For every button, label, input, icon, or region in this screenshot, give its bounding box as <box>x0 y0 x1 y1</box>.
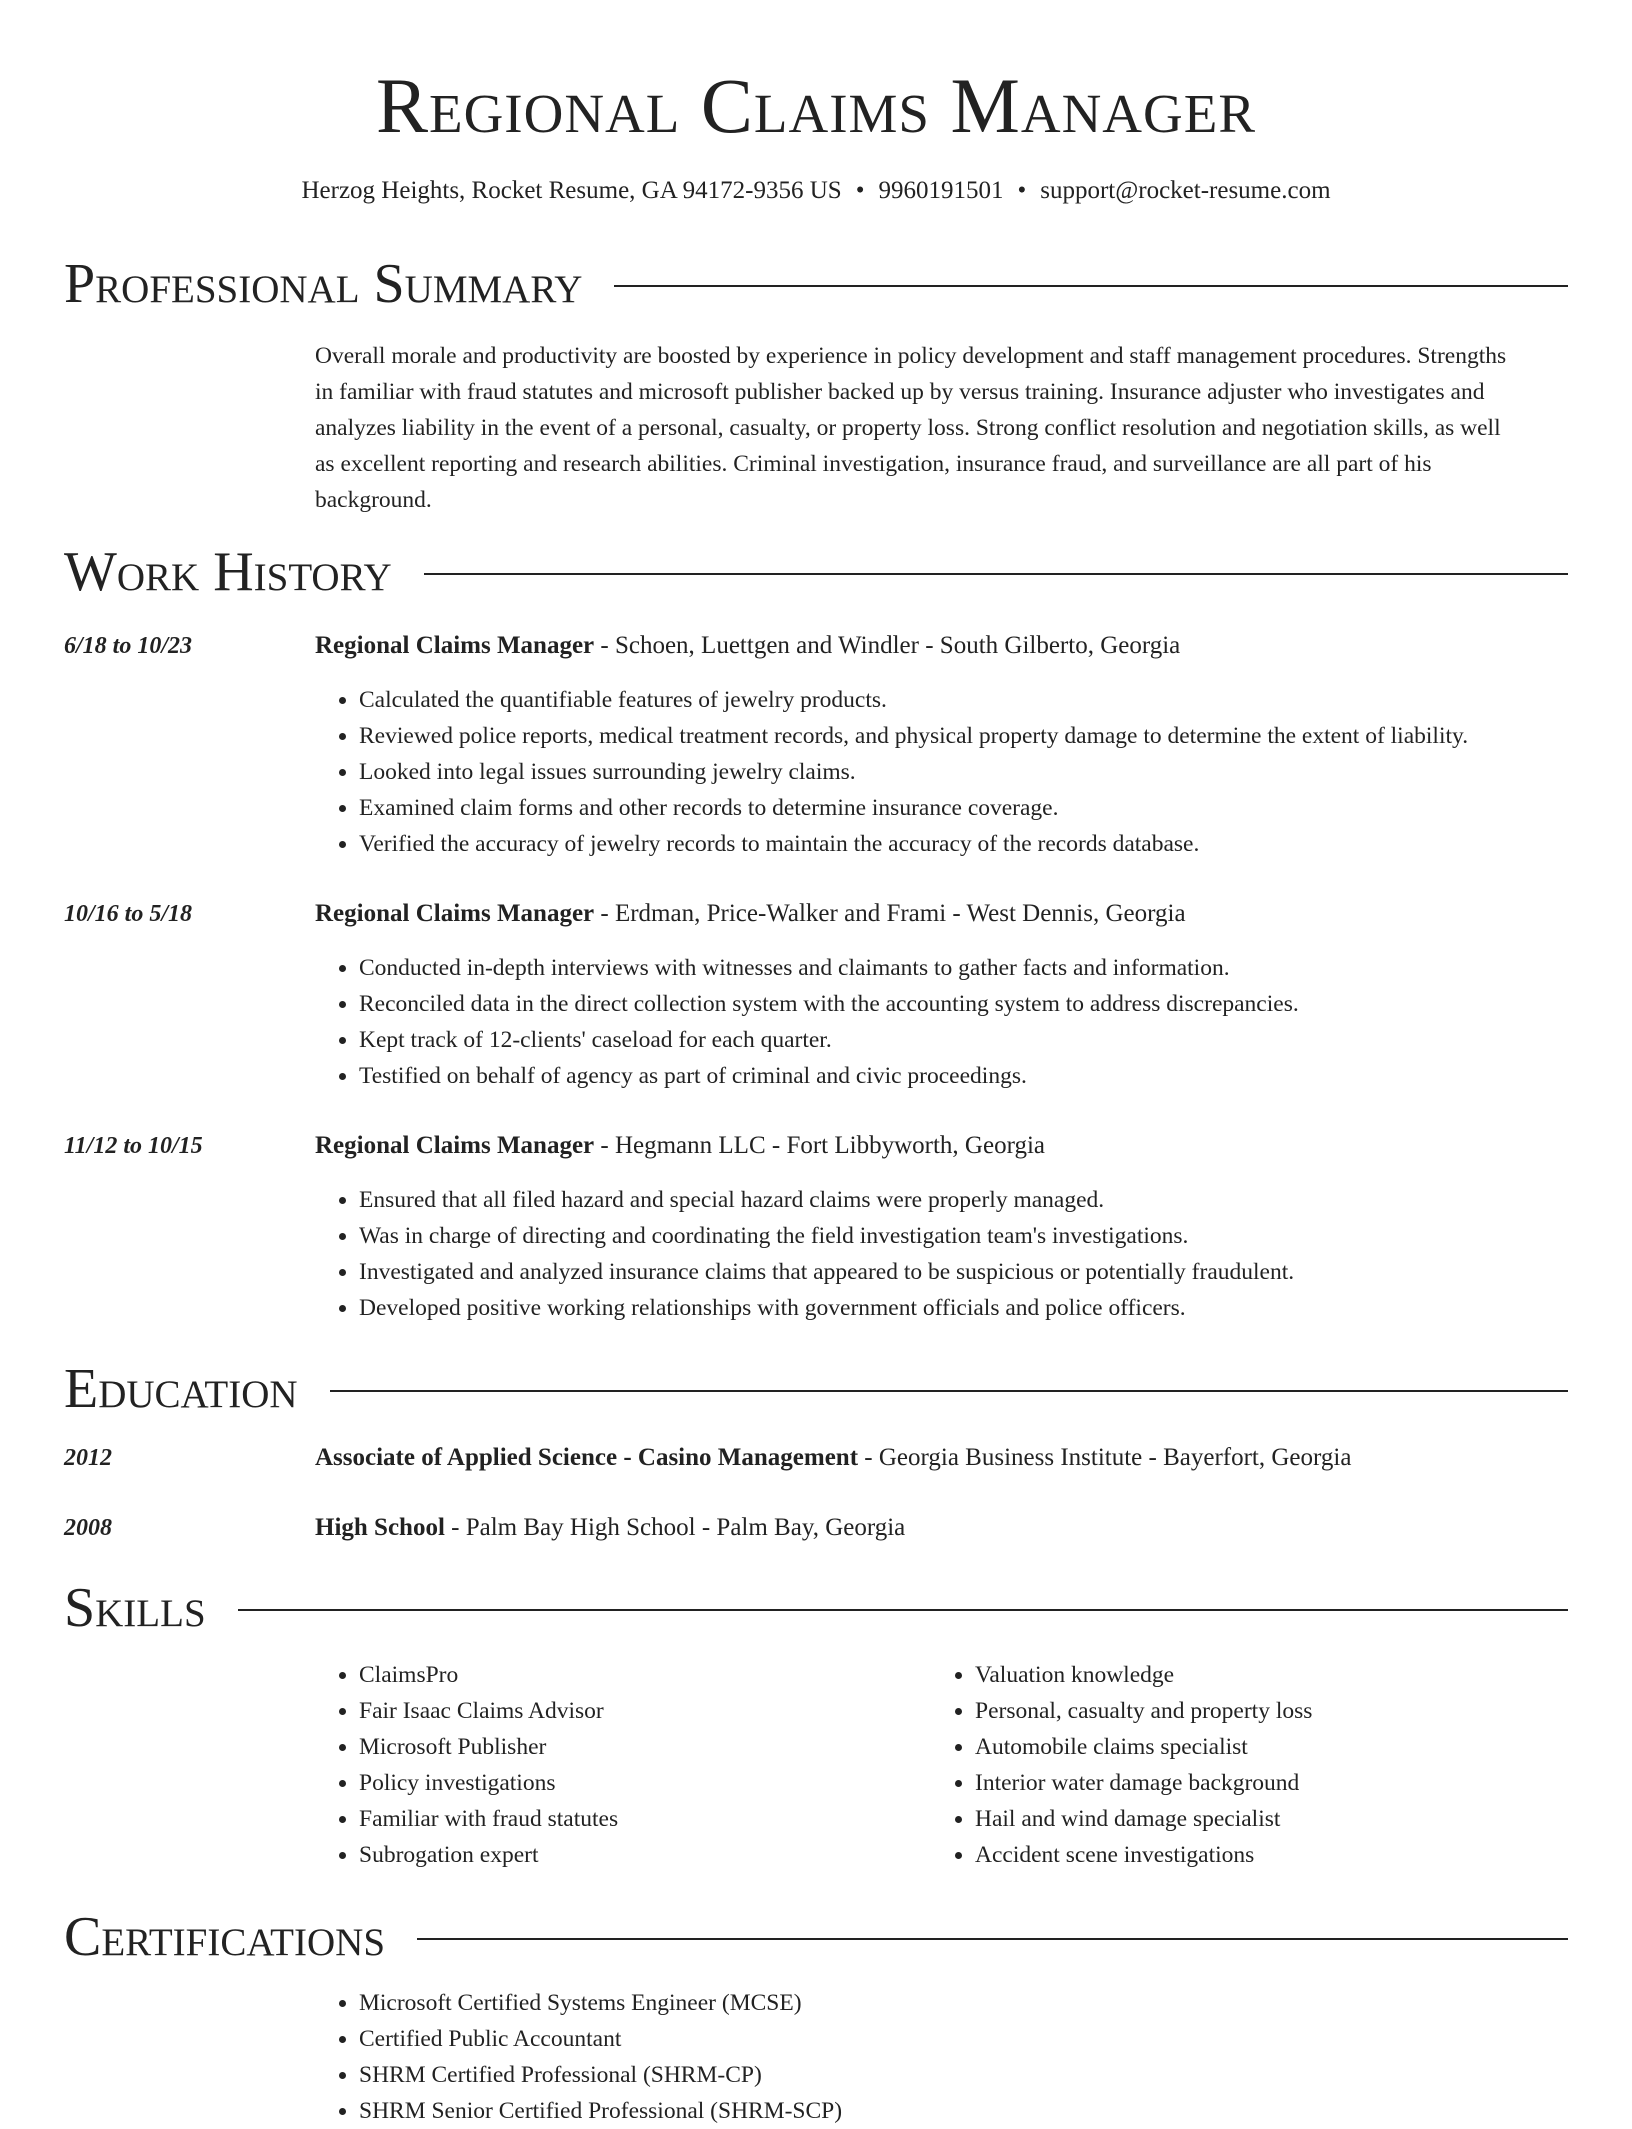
list-item: • Reconciled data in the direct collection system with the accounting system to address discrepancies. <box>359 986 1568 1022</box>
list-item: • Examined claim forms and other records to determine insurance coverage. <box>359 790 1568 826</box>
list-item: • Testified on behalf of agency as part of criminal and civic proceedings. <box>359 1058 1568 1094</box>
list-item: • Hail and wind damage specialist <box>975 1801 1547 1837</box>
job-title: Regional Claims Manager <box>315 632 595 659</box>
certifications-block <box>64 1985 1568 2129</box>
education-year: 2008 <box>64 1515 112 1541</box>
school-details: - Palm Bay High School - Palm Bay, Georgia <box>444 1514 906 1541</box>
section-divider <box>238 1609 1568 1611</box>
job-bullets <box>315 682 1568 862</box>
certifications-title: Certifications <box>64 1906 386 1968</box>
section-divider <box>424 573 1568 575</box>
job-bullets <box>315 1182 1568 1326</box>
list-item: • Verified the accuracy of jewelry records to maintain the accuracy of the records database. <box>359 826 1568 862</box>
education-heading-line <box>315 1440 1351 1476</box>
list-item: • Valuation knowledge <box>975 1657 1547 1693</box>
education-entry <box>64 1440 1568 1476</box>
work-history-title: Work History <box>64 541 392 603</box>
job-dates: 11/12 to 10/15 <box>64 1133 203 1159</box>
job-employer: - Hegmann LLC - Fort Libbyworth, Georgia <box>594 1132 1045 1159</box>
contact-email: support@rocket-resume.com <box>1040 177 1331 204</box>
list-item: • Ensured that all filed hazard and special hazard claims were properly managed. <box>359 1182 1568 1218</box>
list-item: • Personal, casualty and property loss <box>975 1693 1547 1729</box>
list-item: • Microsoft Certified Systems Engineer (MCSE) <box>359 1985 1568 2021</box>
list-item: • Was in charge of directing and coordinating the field investigation team's investigations. <box>359 1218 1568 1254</box>
list-item: • Automobile claims specialist <box>975 1729 1547 1765</box>
job-entry <box>64 1128 1568 1326</box>
list-item: • Accident scene investigations <box>975 1837 1547 1873</box>
job-heading <box>315 628 1180 664</box>
contact-address: Herzog Heights, Rocket Resume, GA 94172-9356 US <box>301 177 842 204</box>
work-history-heading <box>64 540 1568 604</box>
list-item: • Fair Isaac Claims Advisor <box>359 1693 931 1729</box>
bullet-separator: • <box>855 177 865 204</box>
list-item: • SHRM Senior Certified Professional (SHRM-SCP) <box>359 2093 1568 2129</box>
job-entry <box>64 628 1568 862</box>
summary-text: Overall morale and productivity are boosted by experience in policy development and staff management procedures. Strengths in familiar with fraud statutes and microsoft publisher backed up by versus training. Insurance adjuster who investigates and analyzes liability in the event of a personal, casualty, or property loss. Strong conflict resolution and negotiation skills, as well as excellent reporting and research abilities. Criminal investigation, insurance fraud, and surveillance are all part of his background. <box>315 343 1507 513</box>
list-item: • Microsoft Publisher <box>359 1729 931 1765</box>
summary-heading <box>64 252 1568 316</box>
skills-list-left <box>315 1657 931 1873</box>
section-divider <box>614 285 1568 287</box>
list-item: • Calculated the quantifiable features of jewelry products. <box>359 682 1568 718</box>
list-item: • Kept track of 12-clients' caseload for each quarter. <box>359 1022 1568 1058</box>
section-divider <box>330 1390 1568 1392</box>
job-employer: - Erdman, Price-Walker and Frami - West Dennis, Georgia <box>594 900 1186 927</box>
summary-block <box>64 338 1568 518</box>
skills-block <box>64 1657 1568 1873</box>
contact-phone: 9960191501 <box>878 177 1004 204</box>
skills-heading <box>64 1576 1568 1640</box>
list-item: • Looked into legal issues surrounding jewelry claims. <box>359 754 1568 790</box>
contact-line <box>64 174 1568 208</box>
list-item: • Familiar with fraud statutes <box>359 1801 931 1837</box>
education-year: 2012 <box>64 1445 112 1471</box>
education-entry <box>64 1510 1568 1546</box>
job-employer: - Schoen, Luettgen and Windler - South Gilberto, Georgia <box>594 632 1181 659</box>
education-heading-line <box>315 1510 905 1546</box>
certifications-heading <box>64 1905 1568 1969</box>
list-item: • Developed positive working relationships with government officials and police officers. <box>359 1290 1568 1326</box>
list-item: • Conducted in-depth interviews with witnesses and claimants to gather facts and information. <box>359 950 1568 986</box>
skills-title: Skills <box>64 1577 206 1639</box>
section-divider <box>417 1938 1568 1940</box>
job-entry <box>64 896 1568 1094</box>
job-dates: 6/18 to 10/23 <box>64 633 193 659</box>
job-heading <box>315 896 1186 932</box>
summary-title: Professional Summary <box>64 253 583 315</box>
school-details: - Georgia Business Institute - Bayerfort, Georgia <box>858 1444 1352 1471</box>
education-heading <box>64 1357 1568 1421</box>
education-title: Education <box>64 1358 298 1420</box>
job-bullets <box>315 950 1568 1094</box>
list-item: • SHRM Certified Professional (SHRM-CP) <box>359 2057 1568 2093</box>
list-item: • Investigated and analyzed insurance claims that appeared to be suspicious or potentially fraudulent. <box>359 1254 1568 1290</box>
list-item: • Interior water damage background <box>975 1765 1547 1801</box>
bullet-separator: • <box>1017 177 1027 204</box>
certifications-list <box>315 1985 1568 2129</box>
skills-list-right <box>931 1657 1547 1873</box>
list-item: • ClaimsPro <box>359 1657 931 1693</box>
job-heading <box>315 1128 1045 1164</box>
candidate-name: Regional Claims Manager <box>375 62 1257 149</box>
job-dates: 10/16 to 5/18 <box>64 901 193 927</box>
degree-name: High School <box>315 1514 445 1541</box>
job-title: Regional Claims Manager <box>315 900 595 927</box>
list-item: • Policy investigations <box>359 1765 931 1801</box>
degree-name: Associate of Applied Science - Casino Management <box>315 1444 859 1471</box>
list-item: • Certified Public Accountant <box>359 2021 1568 2057</box>
job-title: Regional Claims Manager <box>315 1132 595 1159</box>
list-item: • Reviewed police reports, medical treatment records, and physical property damage to determine the extent of liability. <box>359 718 1568 754</box>
list-item: • Subrogation expert <box>359 1837 931 1873</box>
